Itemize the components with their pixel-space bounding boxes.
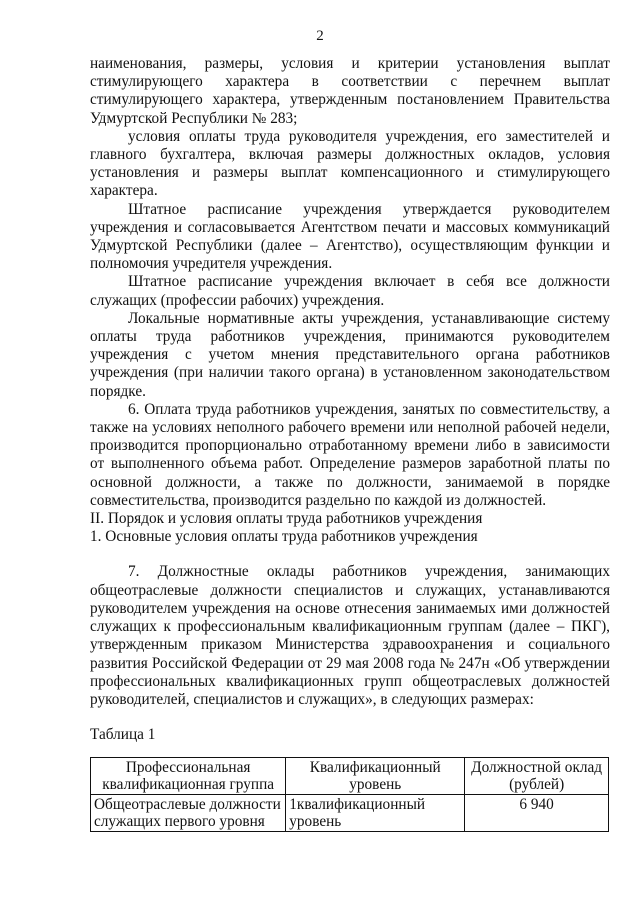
subsection-heading: 1. Основные условия оплаты труда работников учреждения: [90, 528, 478, 546]
paragraph: 6. Оплата труда работников учреждения, занятых по совместительству, а также на условиях неполного рабочего времени или неполной рабочей недели, производится пропорционально отработанному времени либо в зависимости от выполненного объема работ. Определение размеров заработной платы по основной должности, а также по должности, занимаемой в порядке совместительства, производится раздельно по каждой из должностей.: [90, 400, 610, 509]
table-row: [91, 795, 609, 832]
column-header: Квалификационный уровень: [286, 758, 465, 795]
section-heading: II. Порядок и условия оплаты труда работников учреждения: [90, 510, 483, 528]
column-header: Профессиональная квалификационная группа: [91, 758, 286, 795]
table-header-row: [91, 758, 609, 795]
paragraph: Локальные нормативные акты учреждения, устанавливающие систему оплаты труда работников учреждения, принимаются руководителем учреждения с учетом мнения представительного органа работников учреждения (при наличии такого органа) в установленном законодательством порядке.: [90, 309, 610, 400]
table-caption: Таблица 1: [90, 726, 156, 744]
page-number: 2: [316, 28, 324, 44]
paragraph: Штатное расписание учреждения утверждается руководителем учреждения и согласовывается Агентством печати и массовых коммуникаций Удмуртской Республики (далее – Агентство), осуществляющим функции и полномочия учредителя учреждения.: [90, 200, 610, 273]
paragraph: наименования, размеры, условия и критерии установления выплат стимулирующего характера в соответствии с перечнем выплат стимулирующего характера, утвержденным постановлением Правительства Удмуртской Республики № 283;: [90, 55, 610, 127]
table-cell: 1квалификационный уровень: [286, 795, 465, 832]
column-header: Должностной оклад (рублей): [465, 758, 609, 795]
table-cell: 6 940: [465, 795, 609, 832]
table-cell: Общеотраслевые должности служащих первого уровня: [91, 795, 286, 832]
paragraph: Штатное расписание учреждения включает в себя все должности служащих (профессии рабочих) учреждения.: [90, 273, 610, 309]
paragraph-7: 7. Должностные оклады работников учреждения, занимающих общеотраслевые должности специалистов и служащих, устанавливаются руководителем учреждения на основе отнесения занимаемых ими должностей служащих к профессиональным квалификационным группам (далее – ПКГ), утвержденным приказом Министерства здравоохранения и социального развития Российской Федерации от 29 мая 2008 года № 247н «Об утверждении профессиональных квалификационных групп общеотраслевых должностей руководителей, специалистов и служащих», в следующих размерах:: [90, 563, 610, 708]
paragraph: условия оплаты труда руководителя учреждения, его заместителей и главного бухгалтера, включая размеры должностных окладов, условия установления и размеры выплат компенсационного и стимулирующего характера.: [90, 127, 610, 200]
salary-table: [90, 757, 609, 832]
document-body: [90, 55, 610, 832]
